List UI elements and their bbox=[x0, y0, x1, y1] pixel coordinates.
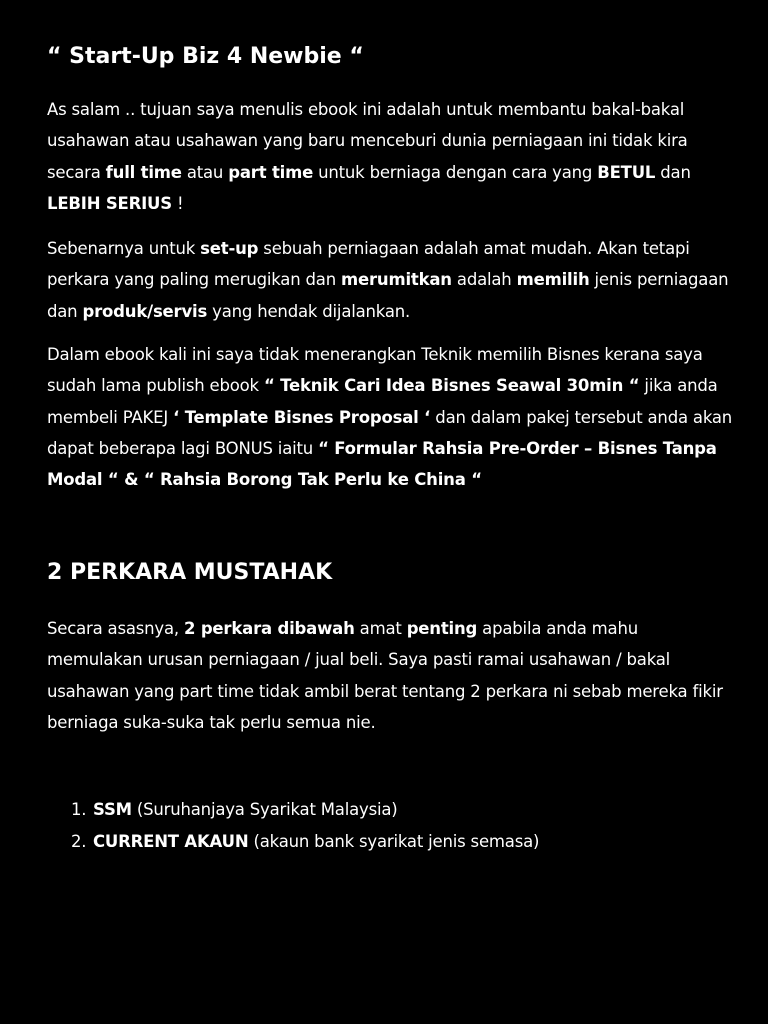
text-run: Sebenarnya untuk bbox=[47, 239, 201, 258]
requirements-list bbox=[47, 794, 539, 857]
text-run: jika anda membeli PAKEJ bbox=[47, 376, 718, 427]
text-run: atau bbox=[181, 162, 229, 182]
paragraph-mustahak bbox=[47, 613, 737, 738]
document-title: “ Start-Up Biz 4 Newbie “ bbox=[47, 44, 364, 69]
bold-run: penting bbox=[406, 619, 478, 638]
text-run: As salam .. tujuan saya menulis ebook ini adalah untuk membantu bakal-bakal usahawan atau usahawan yang baru menceburi dunia perniagaan ini tidak kira secara bbox=[47, 100, 688, 182]
bold-run: full time bbox=[105, 162, 182, 182]
text-run: (akaun bank syarikat jenis semasa) bbox=[248, 831, 540, 851]
text-run: Dalam ebook kali ini saya tidak menerangkan Teknik memilih Bisnes kerana saya sudah lama publish ebook bbox=[47, 345, 703, 396]
list-number: 1. bbox=[71, 800, 87, 819]
text-run: jenis perniagaan dan bbox=[47, 270, 729, 321]
text-run: dan dalam pakej tersebut anda akan dapat beberapa lagi BONUS iaitu bbox=[47, 407, 733, 458]
bold-run: produk/servis bbox=[82, 301, 208, 321]
bold-run: 2 perkara dibawah bbox=[184, 619, 355, 638]
paragraph-intro bbox=[47, 94, 737, 219]
bold-run: CURRENT AKAUN bbox=[93, 831, 249, 851]
text-run: apabila anda mahu memulakan urusan perniagaan / jual beli. Saya pasti ramai usahawan / bakal usahawan yang part time tidak ambil berat tentang 2 perkara ni sebab mereka fikir berniaga suka-suka tak perlu semua nie. bbox=[47, 619, 723, 732]
text-run: (Suruhanjaya Syarikat Malaysia) bbox=[131, 800, 398, 819]
bold-run: “ Formular Rahsia Pre-Order – Bisnes Tanpa Modal “ & “ Rahsia Borong Tak Perlu ke China “ bbox=[47, 438, 717, 490]
list-item bbox=[47, 826, 539, 858]
list-text bbox=[93, 826, 539, 858]
text-run: dan bbox=[655, 162, 691, 182]
bold-run: “ Teknik Cari Idea Bisnes Seawal 30min “ bbox=[263, 376, 640, 396]
text-run: untuk berniaga dengan cara yang bbox=[313, 162, 598, 182]
bold-run: part time bbox=[228, 162, 314, 182]
list-number: 2. bbox=[71, 831, 87, 851]
text-run: sebuah perniagaan adalah amat mudah. Akan tetapi perkara yang paling merugikan dan bbox=[47, 239, 690, 290]
list-item bbox=[47, 794, 539, 826]
section-heading: 2 PERKARA MUSTAHAK bbox=[47, 560, 333, 585]
text-run: adalah bbox=[451, 270, 517, 290]
bold-run: set-up bbox=[200, 239, 259, 258]
text-run: yang hendak dijalankan. bbox=[207, 301, 411, 321]
bold-run: merumitkan bbox=[341, 270, 452, 290]
paragraph-ebook bbox=[47, 339, 737, 495]
list-text bbox=[93, 794, 398, 826]
bold-run: ‘ Template Bisnes Proposal ‘ bbox=[173, 407, 431, 427]
text-run: amat bbox=[354, 619, 407, 638]
bold-run: memilih bbox=[516, 270, 590, 290]
bold-run: BETUL bbox=[597, 162, 656, 182]
text-run: ! bbox=[171, 193, 184, 213]
bold-run: LEBIH SERIUS bbox=[47, 193, 172, 213]
bold-run: SSM bbox=[93, 800, 132, 819]
paragraph-setup bbox=[47, 233, 737, 327]
text-run: Secara asasnya, bbox=[47, 619, 184, 638]
